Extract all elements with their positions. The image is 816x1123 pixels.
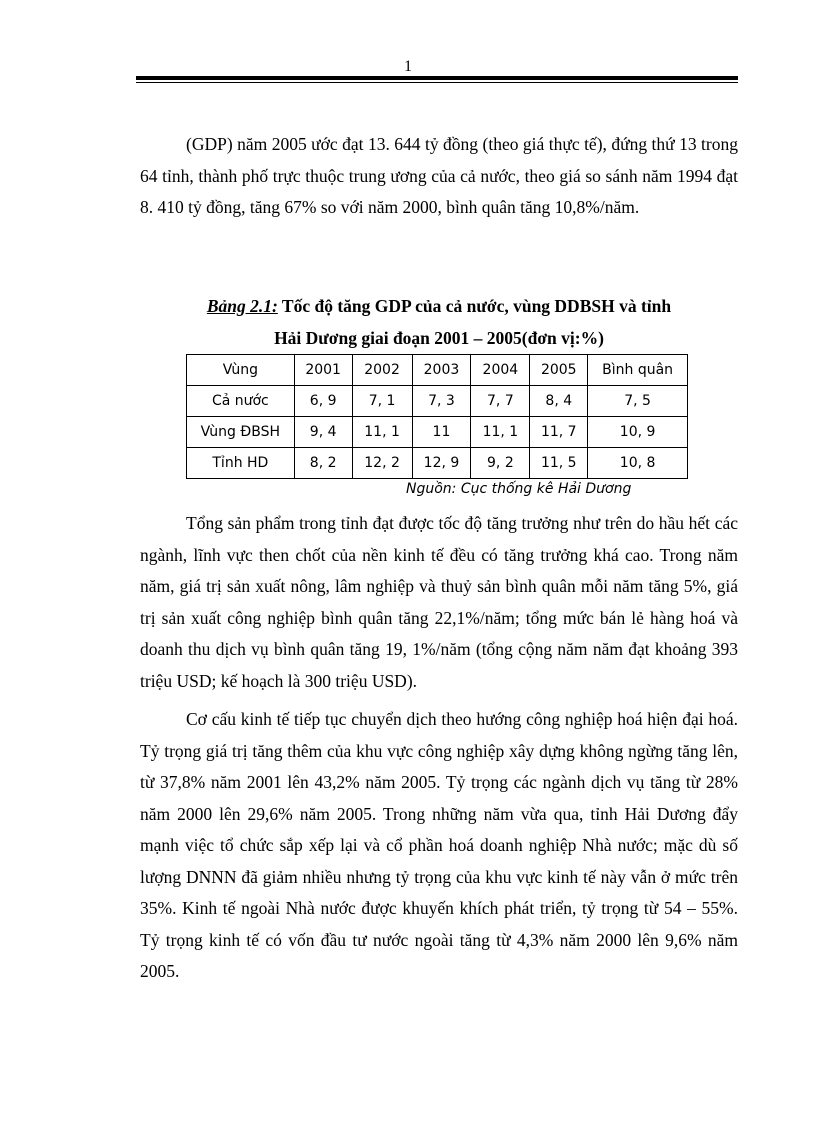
- table-cell: 11, 7: [530, 417, 588, 448]
- table-cell: 7, 7: [471, 386, 530, 417]
- paragraph-sector-growth: Tổng sản phẩm trong tỉnh đạt được tốc độ tăng trưởng như trên do hầu hết các ngành, lĩnh vực then chốt của nền kinh tế đều có tăng trưởng khá cao. Trong năm năm, giá trị sản xuất nông, lâm nghiệp và thuỷ sản bình quân mỗi năm tăng 5%, giá trị sản xuất công nghiệp bình quân tăng 22,1%/năm; tổng mức bán lẻ hàng hoá và doanh thu dịch vụ bình quân tăng 19, 1%/năm (tổng cộng năm năm đạt khoảng 393 triệu USD; kế hoạch là 300 triệu USD).: [140, 513, 738, 691]
- gdp-growth-table: [186, 354, 688, 479]
- table-cell: Vùng ĐBSH: [187, 417, 295, 448]
- table-header-cell: 2003: [412, 355, 471, 386]
- table-cell: 11, 5: [530, 448, 588, 479]
- table-header-cell: Vùng: [187, 355, 295, 386]
- table-cell: 9, 4: [294, 417, 352, 448]
- table-cell: 7, 1: [352, 386, 412, 417]
- table-cell: 8, 2: [294, 448, 352, 479]
- table-cell: 8, 4: [530, 386, 588, 417]
- table-cell: Tỉnh HD: [187, 448, 295, 479]
- table-cell: Cả nước: [187, 386, 295, 417]
- table-header-cell: 2004: [471, 355, 530, 386]
- table-caption-label: Bảng 2.1:: [206, 296, 278, 316]
- header-rule-thick: [136, 76, 738, 80]
- table-cell: 12, 9: [412, 448, 471, 479]
- table-cell: 6, 9: [294, 386, 352, 417]
- table-cell: 10, 8: [588, 448, 688, 479]
- table-header-cell: 2005: [530, 355, 588, 386]
- table-cell: 7, 3: [412, 386, 471, 417]
- table-cell: 12, 2: [352, 448, 412, 479]
- table-caption-title: Tốc độ tăng GDP của cả nước, vùng DDBSH và tỉnh: [277, 296, 672, 316]
- table-source-note: Nguồn: Cục thống kê Hải Dương: [406, 481, 632, 497]
- table-cell: 10, 9: [588, 417, 688, 448]
- paragraph-economic-structure: Cơ cấu kinh tế tiếp tục chuyển dịch theo hướng công nghiệp hoá hiện đại hoá. Tỷ trọng giá trị tăng thêm của khu vực công nghiệp xây dựng không ngừng tăng lên, từ 37,8% năm 2001 lên 43,2% năm 2005. Tỷ trọng các ngành dịch vụ tăng từ 28% năm 2000 lên 29,6% năm 2005. Trong những năm vừa qua, tỉnh Hải Dương đẩy mạnh việc tổ chức sắp xếp lại và cổ phần hoá doanh nghiệp Nhà nước; mặc dù số lượng DNNN đã giảm nhiều nhưng tỷ trọng của khu vực kinh tế này vẫn ở mức trên 35%. Kinh tế ngoài Nhà nước được khuyến khích phát triển, tỷ trọng từ 54 – 55%. Tỷ trọng kinh tế có vốn đầu tư nước ngoài tăng từ 4,3% năm 2000 lên 9,6% năm 2005.: [140, 709, 738, 981]
- table-cell: 11: [412, 417, 471, 448]
- table-row: [187, 386, 688, 417]
- table-cell: 7, 5: [588, 386, 688, 417]
- page-number: 1: [404, 58, 412, 75]
- table-cell: 11, 1: [471, 417, 530, 448]
- table-cell: 9, 2: [471, 448, 530, 479]
- table-header-row: [187, 355, 688, 386]
- header-rule-thin: [136, 82, 738, 83]
- table-header-cell: Bình quân: [588, 355, 688, 386]
- table-caption-line1: [140, 290, 738, 322]
- table-row: [187, 417, 688, 448]
- table-caption-line2: Hải Dương giai đoạn 2001 – 2005(đơn vị:%): [274, 328, 604, 348]
- table-header-cell: 2002: [352, 355, 412, 386]
- table-header-cell: 2001: [294, 355, 352, 386]
- table-cell: 11, 1: [352, 417, 412, 448]
- table-row: [187, 448, 688, 479]
- paragraph-gdp-2005: (GDP) năm 2005 ước đạt 13. 644 tỷ đồng (theo giá thực tế), đứng thứ 13 trong 64 tỉnh, thành phố trực thuộc trung ương của cả nước, theo giá so sánh năm 1994 đạt 8. 410 tỷ đồng, tăng 67% so với năm 2000, bình quân tăng 10,8%/năm.: [140, 134, 738, 217]
